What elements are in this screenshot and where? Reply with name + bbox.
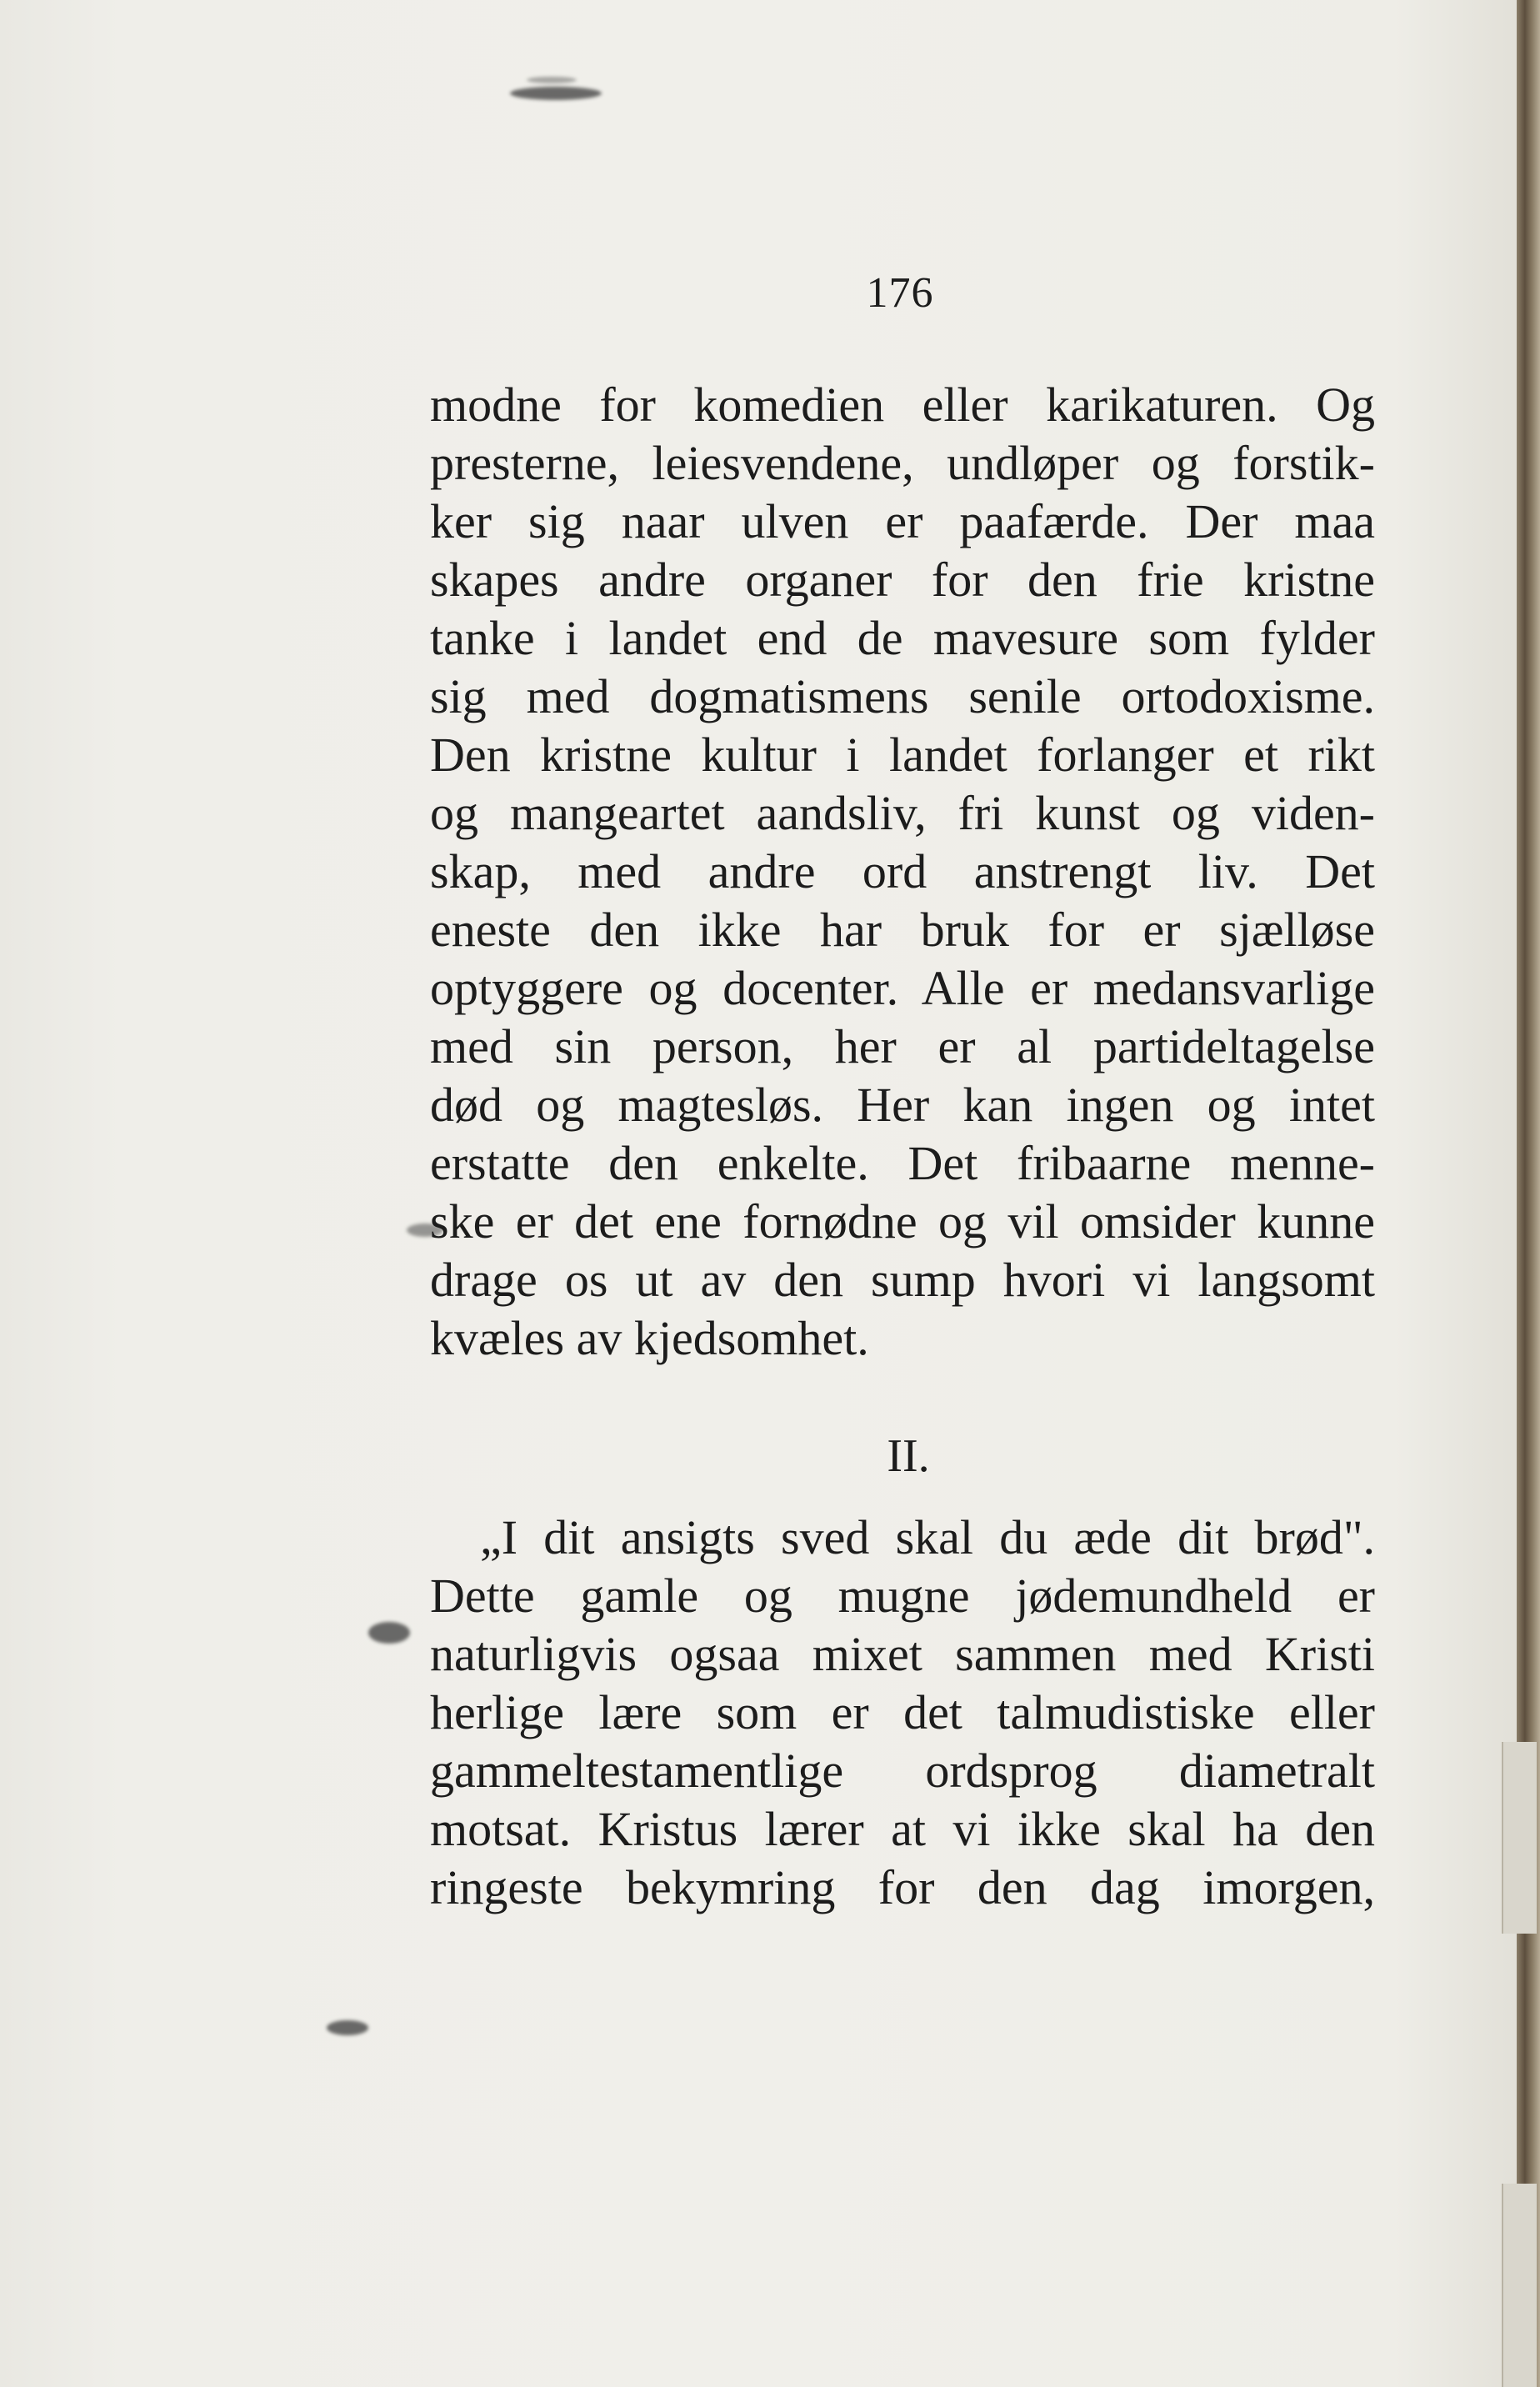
- text-line: kvæles av kjedsomhet.: [430, 1311, 869, 1365]
- text-line: og mangeartet aandsliv, fri kunst og viden-: [430, 786, 1375, 840]
- ink-smudge: [327, 2020, 368, 2035]
- text-line: skap, med andre ord anstrengt liv. Det: [430, 844, 1375, 898]
- text-line: skapes andre organer for den frie kristne: [430, 553, 1375, 607]
- ink-smudge: [510, 87, 602, 100]
- ink-smudge: [527, 77, 577, 83]
- text-line: motsat. Kristus lærer at vi ikke skal ha den: [430, 1802, 1375, 1856]
- text-line: ker sig naar ulven er paafærde. Der maa: [430, 494, 1375, 548]
- text-line: tanke i landet end de mavesure som fylder: [430, 611, 1375, 665]
- text-line: erstatte den enkelte. Det fribaarne menne-: [430, 1136, 1375, 1190]
- page-edge: [1517, 0, 1540, 2387]
- text-line: modne for komedien eller karikaturen. Og: [430, 378, 1375, 432]
- text-line: Dette gamle og mugne jødemundheld er: [430, 1569, 1375, 1623]
- torn-paper-edge: [1502, 1742, 1537, 1934]
- text-line: presterne, leiesvendene, undløper og forstik-: [430, 436, 1375, 490]
- section-heading: II.: [887, 1430, 930, 1482]
- text-line: „I dit ansigts sved skal du æde dit brød".: [480, 1510, 1375, 1564]
- text-line: død og magtesløs. Her kan ingen og intet: [430, 1078, 1375, 1132]
- text-line: optyggere og docenter. Alle er medansvarlige: [430, 961, 1375, 1015]
- torn-paper-edge: [1502, 2184, 1537, 2387]
- text-line: herlige lære som er det talmudistiske eller: [430, 1685, 1375, 1739]
- text-line: sig med dogmatismens senile ortodoxisme.: [430, 669, 1375, 723]
- text-line: naturligvis ogsaa mixet sammen med Kristi: [430, 1627, 1375, 1681]
- text-line: drage os ut av den sump hvori vi langsomt: [430, 1253, 1375, 1307]
- text-line: ske er det ene fornødne og vil omsider kunne: [430, 1194, 1375, 1249]
- text-line: eneste den ikke har bruk for er sjælløse: [430, 903, 1375, 957]
- text-line: med sin person, her er al partideltagelse: [430, 1019, 1375, 1073]
- page-number: 176: [866, 269, 934, 317]
- text-line: gammeltestamentlige ordsprog diametralt: [430, 1744, 1375, 1798]
- ink-smudge: [368, 1622, 410, 1644]
- text-line: Den kristne kultur i landet forlanger et rikt: [430, 728, 1375, 782]
- text-line: ringeste bekymring for den dag imorgen,: [430, 1860, 1375, 1914]
